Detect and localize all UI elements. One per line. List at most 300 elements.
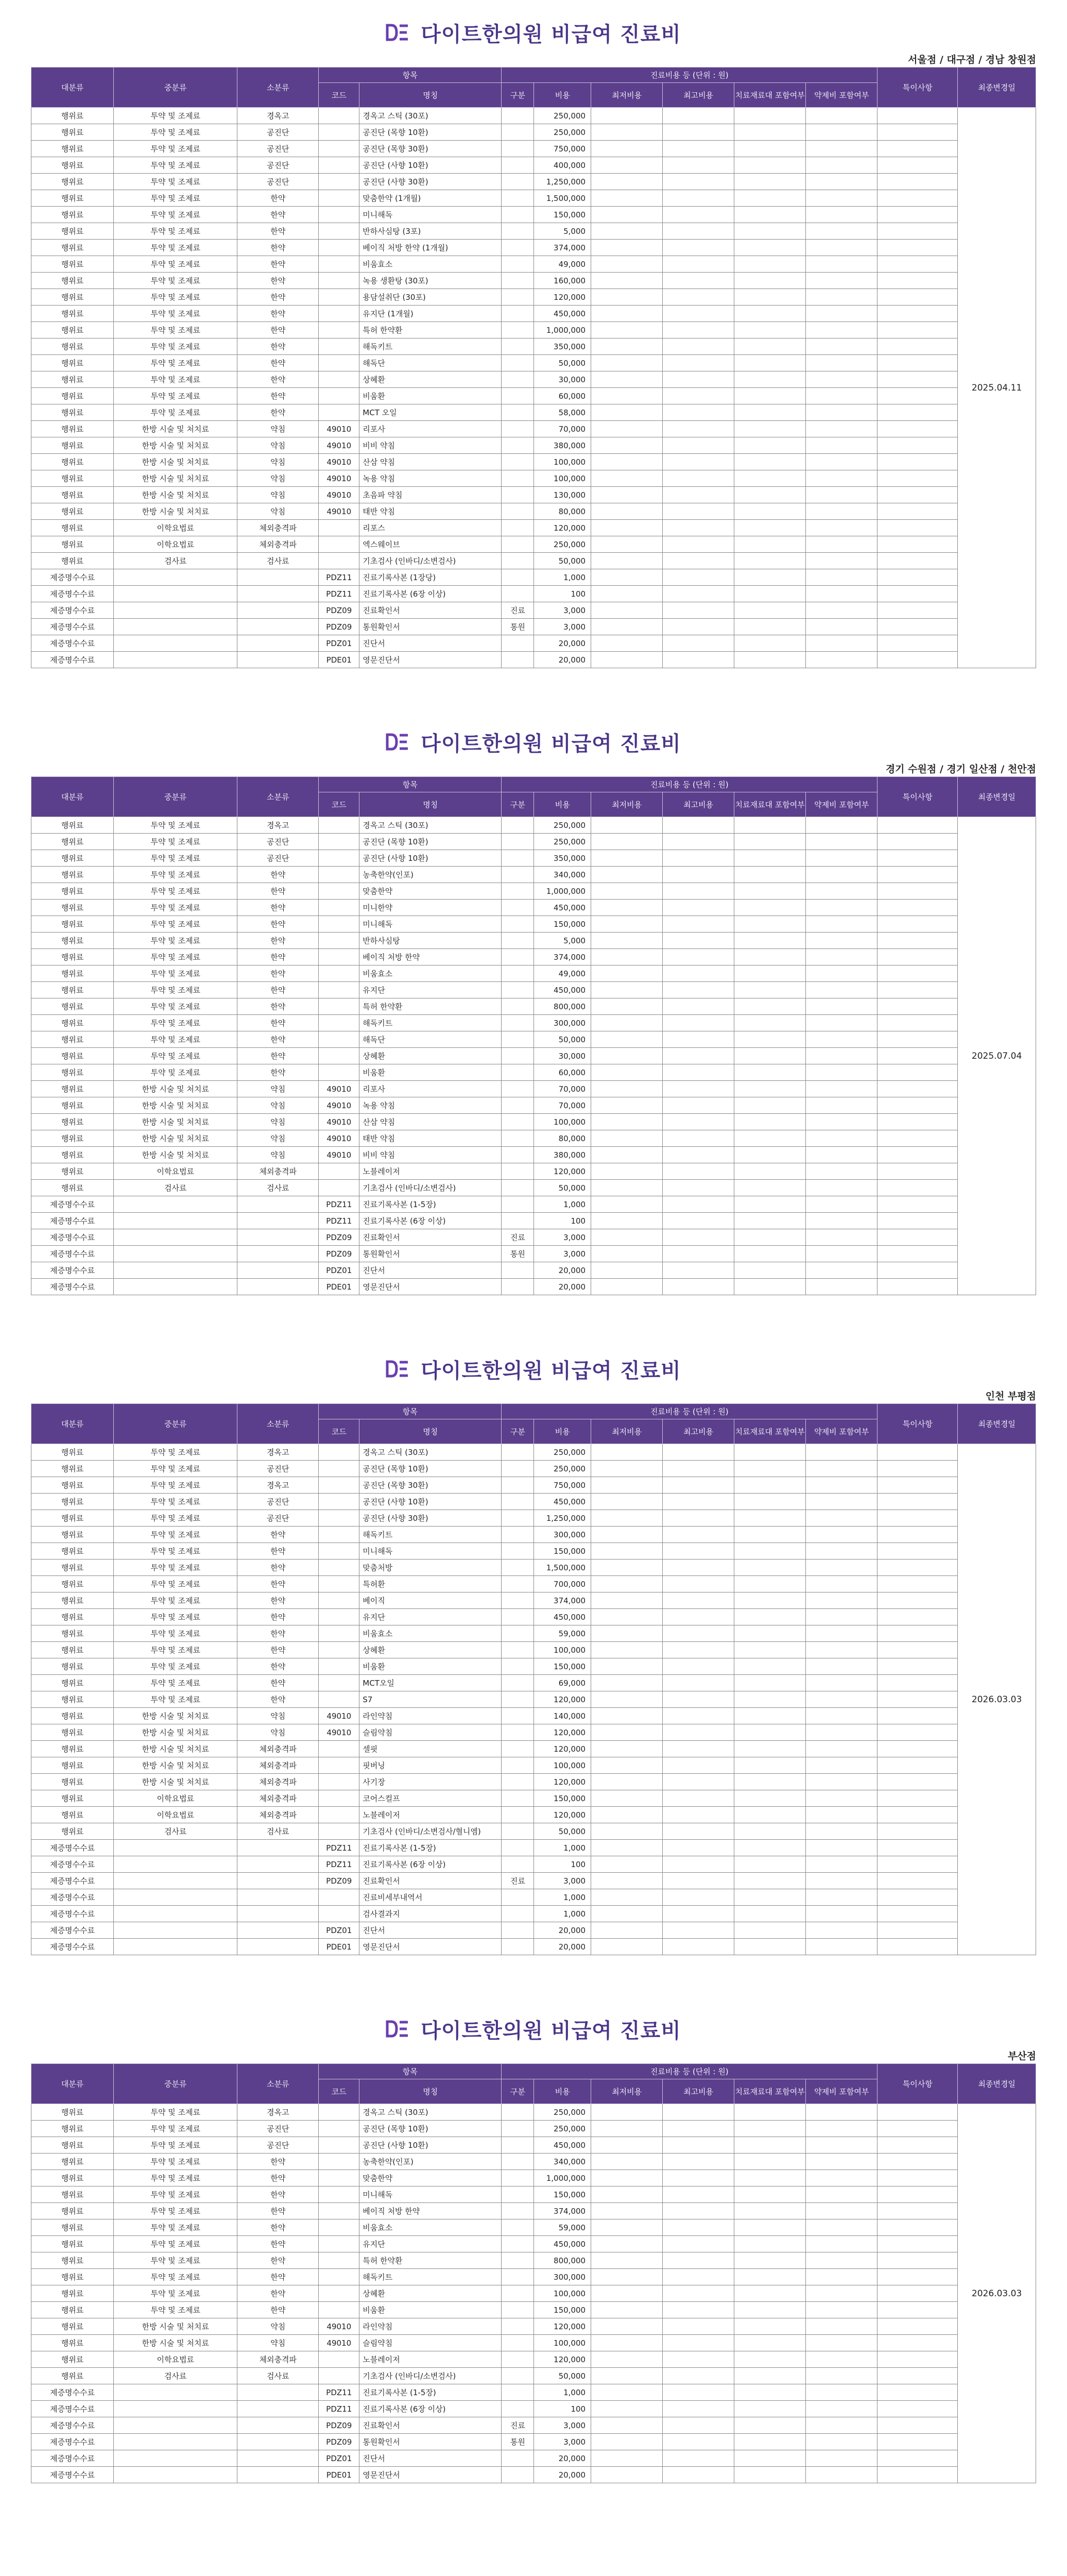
- cell-empty: [806, 1642, 877, 1658]
- cell-type: [502, 2137, 534, 2154]
- table-row: [31, 965, 1036, 982]
- cell-empty: [591, 2121, 663, 2137]
- header-minor: 소분류: [237, 1404, 319, 1444]
- cell-empty: [806, 124, 877, 141]
- cell-empty: [877, 2302, 958, 2318]
- header-material: 치료재료대 포함여부: [734, 792, 806, 817]
- cell-empty: [877, 2384, 958, 2401]
- cell-minor: 한약: [237, 2170, 319, 2187]
- cell-empty: [806, 2450, 877, 2467]
- cell-empty: [591, 437, 663, 454]
- cell-code: [319, 949, 359, 965]
- cell-mid: 투약 및 조제료: [114, 850, 237, 867]
- table-row: [31, 916, 1036, 933]
- cell-minor: 약침: [237, 454, 319, 470]
- table-row: [31, 1097, 1036, 1114]
- cell-minor: 한약: [237, 933, 319, 949]
- cell-major: 행위료: [31, 2203, 114, 2219]
- cell-empty: [591, 2467, 663, 2483]
- cell-empty: [877, 487, 958, 503]
- cell-type: [502, 2467, 534, 2483]
- cell-major: 행위료: [31, 1081, 114, 1097]
- cell-empty: [877, 2137, 958, 2154]
- cell-empty: [877, 2187, 958, 2203]
- cell-minor: 약침: [237, 2335, 319, 2351]
- cell-empty: [877, 289, 958, 306]
- cell-code: PDZ09: [319, 2434, 359, 2450]
- cell-code: [319, 174, 359, 190]
- header-major: 대분류: [31, 1404, 114, 1444]
- cell-code: [319, 2351, 359, 2368]
- cell-major: 행위료: [31, 2269, 114, 2285]
- cell-name: 맞춤처방: [359, 1560, 502, 1576]
- cell-name: 영문진단서: [359, 2467, 502, 2483]
- table-row: [31, 1163, 1036, 1180]
- cell-empty: [877, 1724, 958, 1741]
- cell-empty: [591, 2252, 663, 2269]
- header-drug: 약제비 포함여부: [806, 792, 877, 817]
- cell-major: 행위료: [31, 1790, 114, 1807]
- cell-mid: 투약 및 조제료: [114, 2219, 237, 2236]
- cell-empty: [663, 1922, 734, 1939]
- cell-empty: [806, 1477, 877, 1494]
- cell-type: [502, 503, 534, 520]
- cell-empty: [734, 883, 806, 900]
- cell-minor: [237, 1246, 319, 1262]
- cell-empty: [591, 1642, 663, 1658]
- cell-empty: [806, 404, 877, 421]
- table-row: [31, 1262, 1036, 1279]
- cell-name: 해독단: [359, 1031, 502, 1048]
- cell-empty: [877, 1246, 958, 1262]
- cell-code: [319, 1444, 359, 1461]
- cell-fee: 100,000: [534, 2285, 591, 2302]
- cell-empty: [734, 470, 806, 487]
- cell-code: [319, 1510, 359, 1527]
- cell-empty: [806, 1757, 877, 1774]
- cell-empty: [806, 1213, 877, 1229]
- cell-minor: 공진단: [237, 834, 319, 850]
- cell-empty: [806, 1823, 877, 1840]
- cell-empty: [591, 834, 663, 850]
- cell-major: 행위료: [31, 1461, 114, 1477]
- cell-code: 49010: [319, 1147, 359, 1163]
- cell-empty: [663, 553, 734, 569]
- cell-type: [502, 355, 534, 371]
- cell-type: [502, 850, 534, 867]
- cell-type: [502, 338, 534, 355]
- cell-name: 기초검사 (인바디/소변검사): [359, 2368, 502, 2384]
- cell-code: [319, 1477, 359, 1494]
- cell-major: 제증명수수료: [31, 2467, 114, 2483]
- cell-code: [319, 1658, 359, 1675]
- page-title: 다이트한의원 비급여 진료비: [421, 2019, 681, 2043]
- cell-fee: 450,000: [534, 2137, 591, 2154]
- cell-empty: [663, 1543, 734, 1560]
- cell-empty: [734, 108, 806, 124]
- cell-empty: [734, 421, 806, 437]
- cell-empty: [806, 1560, 877, 1576]
- cell-mid: [114, 1873, 237, 1889]
- cell-empty: [734, 1081, 806, 1097]
- cell-name: 미니해독: [359, 2187, 502, 2203]
- cell-empty: [877, 1097, 958, 1114]
- cell-empty: [806, 1097, 877, 1114]
- cell-empty: [591, 1543, 663, 1560]
- cell-empty: [877, 982, 958, 998]
- cell-empty: [877, 1527, 958, 1543]
- cell-empty: [806, 652, 877, 668]
- cell-minor: 한약: [237, 2154, 319, 2170]
- cell-empty: [591, 1262, 663, 1279]
- cell-minor: 한약: [237, 1642, 319, 1658]
- cell-mid: [114, 1922, 237, 1939]
- cell-empty: [806, 586, 877, 602]
- cell-mid: 한방 시술 및 처치료: [114, 1097, 237, 1114]
- cell-empty: [734, 1807, 806, 1823]
- cell-empty: [877, 2417, 958, 2434]
- header-special: 특이사항: [877, 1404, 958, 1444]
- cell-name: 엑스웨이브: [359, 536, 502, 553]
- cell-empty: [591, 223, 663, 240]
- cell-empty: [877, 2401, 958, 2417]
- cell-fee: 70,000: [534, 1081, 591, 1097]
- cell-code: [319, 520, 359, 536]
- cell-code: [319, 536, 359, 553]
- cell-code: [319, 2203, 359, 2219]
- cell-empty: [877, 916, 958, 933]
- cell-fee: 50,000: [534, 2368, 591, 2384]
- cell-mid: 검사료: [114, 2368, 237, 2384]
- cell-empty: [877, 2104, 958, 2121]
- cell-empty: [806, 141, 877, 157]
- cell-empty: [734, 1213, 806, 1229]
- cell-mid: 한방 시술 및 처치료: [114, 1708, 237, 1724]
- cell-empty: [877, 2252, 958, 2269]
- cell-empty: [663, 619, 734, 635]
- cell-major: 행위료: [31, 2137, 114, 2154]
- cell-major: 행위료: [31, 1741, 114, 1757]
- cell-minor: 경옥고: [237, 2104, 319, 2121]
- cell-mid: [114, 1889, 237, 1906]
- table-row: [31, 1939, 1036, 1955]
- cell-empty: [591, 1097, 663, 1114]
- cell-empty: [877, 2170, 958, 2187]
- cell-empty: [734, 2219, 806, 2236]
- cell-type: [502, 1543, 534, 1560]
- cell-type: [502, 1592, 534, 1609]
- cell-empty: [806, 1840, 877, 1856]
- cell-empty: [663, 454, 734, 470]
- table-row: [31, 338, 1036, 355]
- cell-empty: [734, 1708, 806, 1724]
- cell-empty: [663, 2236, 734, 2252]
- cell-empty: [877, 998, 958, 1015]
- cell-major: 행위료: [31, 1724, 114, 1741]
- header-code: 코드: [319, 792, 359, 817]
- table-row: [31, 1708, 1036, 1724]
- cell-mid: 투약 및 조제료: [114, 2187, 237, 2203]
- cell-empty: [806, 2170, 877, 2187]
- cell-type: [502, 2154, 534, 2170]
- cell-mid: 투약 및 조제료: [114, 1444, 237, 1461]
- cell-empty: [734, 998, 806, 1015]
- header-item: 항목: [319, 1404, 502, 1419]
- cell-minor: 한약: [237, 322, 319, 338]
- cell-major: 제증명수수료: [31, 2450, 114, 2467]
- cell-empty: [806, 273, 877, 289]
- cell-empty: [663, 1477, 734, 1494]
- cell-empty: [734, 273, 806, 289]
- cell-name: 산삼 약침: [359, 454, 502, 470]
- cell-empty: [591, 108, 663, 124]
- cell-type: [502, 190, 534, 207]
- cell-empty: [877, 470, 958, 487]
- cell-name: 특허 한약환: [359, 322, 502, 338]
- cell-code: PDZ09: [319, 619, 359, 635]
- header-minor: 소분류: [237, 2064, 319, 2104]
- table-row: [31, 1081, 1036, 1097]
- cell-minor: 한약: [237, 388, 319, 404]
- cell-major: 행위료: [31, 1576, 114, 1592]
- cell-mid: 투약 및 조제료: [114, 1576, 237, 1592]
- cell-minor: [237, 2467, 319, 2483]
- cell-empty: [806, 1048, 877, 1064]
- cell-empty: [663, 1494, 734, 1510]
- header-code: 코드: [319, 83, 359, 108]
- cell-empty: [591, 355, 663, 371]
- cell-empty: [663, 1015, 734, 1031]
- cell-empty: [806, 2154, 877, 2170]
- cell-code: [319, 1031, 359, 1048]
- cell-major: 행위료: [31, 817, 114, 834]
- header-item: 항목: [319, 67, 502, 83]
- cell-empty: [663, 338, 734, 355]
- cell-type: [502, 388, 534, 404]
- cell-empty: [877, 1939, 958, 1955]
- header-min: 최저비용: [591, 83, 663, 108]
- cell-major: 제증명수수료: [31, 1840, 114, 1856]
- cell-empty: [663, 2121, 734, 2137]
- cell-code: 49010: [319, 487, 359, 503]
- cell-mid: 투약 및 조제료: [114, 1658, 237, 1675]
- cell-name: MCT오일: [359, 1675, 502, 1691]
- cell-empty: [734, 1262, 806, 1279]
- cell-code: [319, 2368, 359, 2384]
- table-row: [31, 1675, 1036, 1691]
- cell-code: [319, 867, 359, 883]
- cell-minor: 약침: [237, 503, 319, 520]
- cell-type: 진료: [502, 1229, 534, 1246]
- cell-mid: 투약 및 조제료: [114, 2104, 237, 2121]
- cell-code: PDZ01: [319, 1262, 359, 1279]
- cell-name: 노블레이저: [359, 1807, 502, 1823]
- cell-minor: 체외충격파: [237, 520, 319, 536]
- cell-major: 행위료: [31, 1642, 114, 1658]
- cell-empty: [663, 2137, 734, 2154]
- cell-empty: [877, 536, 958, 553]
- cell-empty: [877, 1774, 958, 1790]
- cell-empty: [806, 306, 877, 322]
- table-row: [31, 1642, 1036, 1658]
- cell-type: [502, 998, 534, 1015]
- cell-type: [502, 289, 534, 306]
- cell-empty: [663, 2302, 734, 2318]
- cell-mid: 투약 및 조제료: [114, 1675, 237, 1691]
- cell-minor: [237, 1229, 319, 1246]
- cell-empty: [734, 2318, 806, 2335]
- cell-empty: [734, 900, 806, 916]
- cell-empty: [806, 1807, 877, 1823]
- cell-empty: [806, 338, 877, 355]
- cell-empty: [591, 371, 663, 388]
- cell-major: 행위료: [31, 404, 114, 421]
- cell-major: 행위료: [31, 240, 114, 256]
- cell-empty: [877, 520, 958, 536]
- cell-major: 행위료: [31, 487, 114, 503]
- cell-fee: 70,000: [534, 1097, 591, 1114]
- cell-minor: [237, 635, 319, 652]
- cell-empty: [734, 1461, 806, 1477]
- cell-empty: [806, 240, 877, 256]
- cell-empty: [734, 2351, 806, 2368]
- cell-type: [502, 1823, 534, 1840]
- cell-empty: [734, 1510, 806, 1527]
- brand-logo-icon: [386, 733, 409, 751]
- cell-fee: 3,000: [534, 1246, 591, 1262]
- header-material: 치료재료대 포함여부: [734, 1419, 806, 1444]
- cell-name: 공진단 (목향 10환): [359, 834, 502, 850]
- cell-major: 행위료: [31, 998, 114, 1015]
- cell-empty: [877, 157, 958, 174]
- cell-name: 녹용 약침: [359, 470, 502, 487]
- cell-empty: [591, 2154, 663, 2170]
- cell-mid: 투약 및 조제료: [114, 1609, 237, 1625]
- header-mid: 중분류: [114, 2064, 237, 2104]
- cell-empty: [734, 1015, 806, 1031]
- table-row: [31, 1477, 1036, 1494]
- cell-empty: [591, 240, 663, 256]
- cell-empty: [591, 1180, 663, 1196]
- cell-empty: [663, 240, 734, 256]
- cell-empty: [734, 141, 806, 157]
- cell-name: 유지단: [359, 1609, 502, 1625]
- cell-empty: [877, 1658, 958, 1675]
- cell-empty: [734, 1560, 806, 1576]
- cell-empty: [734, 1774, 806, 1790]
- header-major: 대분류: [31, 777, 114, 817]
- cell-empty: [663, 817, 734, 834]
- cell-fee: 1,500,000: [534, 1560, 591, 1576]
- cell-empty: [663, 1246, 734, 1262]
- cell-empty: [663, 2335, 734, 2351]
- cell-empty: [734, 933, 806, 949]
- cell-major: 행위료: [31, 371, 114, 388]
- cell-name: 공진단 (목향 10환): [359, 2121, 502, 2137]
- cell-code: [319, 108, 359, 124]
- cell-name: 해독키트: [359, 1015, 502, 1031]
- cell-empty: [734, 569, 806, 586]
- cell-type: [502, 223, 534, 240]
- cell-empty: [663, 850, 734, 867]
- cell-code: 49010: [319, 1130, 359, 1147]
- cell-empty: [877, 1741, 958, 1757]
- cell-type: [502, 2252, 534, 2269]
- cell-minor: 공진단: [237, 2121, 319, 2137]
- cell-empty: [591, 1477, 663, 1494]
- cell-mid: 투약 및 조제료: [114, 2170, 237, 2187]
- cell-minor: 약침: [237, 487, 319, 503]
- cell-mid: 투약 및 조제료: [114, 916, 237, 933]
- cell-code: [319, 1048, 359, 1064]
- cell-empty: [591, 454, 663, 470]
- cell-fee: 150,000: [534, 1790, 591, 1807]
- cell-minor: 약침: [237, 1724, 319, 1741]
- cell-empty: [591, 338, 663, 355]
- header-item: 항목: [319, 777, 502, 792]
- cell-fee: 120,000: [534, 2318, 591, 2335]
- cell-empty: [734, 1196, 806, 1213]
- table-row: [31, 306, 1036, 322]
- cell-name: 용담설취단 (30포): [359, 289, 502, 306]
- cell-empty: [663, 1196, 734, 1213]
- cell-major: 행위료: [31, 2351, 114, 2368]
- cell-major: 행위료: [31, 2121, 114, 2137]
- cell-empty: [663, 371, 734, 388]
- cell-empty: [877, 273, 958, 289]
- table-row: [31, 2434, 1036, 2450]
- cell-name: 비비 약침: [359, 437, 502, 454]
- cell-empty: [663, 2450, 734, 2467]
- cell-code: [319, 2121, 359, 2137]
- cell-mid: [114, 602, 237, 619]
- cell-code: [319, 1180, 359, 1196]
- cell-empty: [806, 883, 877, 900]
- cell-name: 경옥고 스틱 (30포): [359, 2104, 502, 2121]
- cell-empty: [663, 1279, 734, 1295]
- cell-fee: 450,000: [534, 1609, 591, 1625]
- cell-minor: 약침: [237, 2318, 319, 2335]
- cell-name: 맞춤한약: [359, 2170, 502, 2187]
- cell-empty: [734, 949, 806, 965]
- table-row: [31, 1576, 1036, 1592]
- cell-empty: [877, 2368, 958, 2384]
- cell-empty: [591, 982, 663, 998]
- cell-empty: [591, 1196, 663, 1213]
- cell-empty: [591, 1015, 663, 1031]
- cell-mid: [114, 1246, 237, 1262]
- cell-code: [319, 1642, 359, 1658]
- cell-mid: 투약 및 조제료: [114, 141, 237, 157]
- cell-fee: 374,000: [534, 2203, 591, 2219]
- cell-major: 행위료: [31, 2154, 114, 2170]
- header-changed: 최종변경일: [958, 777, 1036, 817]
- cell-type: [502, 2121, 534, 2137]
- cell-mid: 투약 및 조제료: [114, 1015, 237, 1031]
- header-min: 최저비용: [591, 2079, 663, 2104]
- table-row: [31, 1213, 1036, 1229]
- cell-name: 녹용 약침: [359, 1097, 502, 1114]
- cell-empty: [806, 289, 877, 306]
- cell-type: [502, 2170, 534, 2187]
- cell-name: 기초검사 (인바디/소변검사/혈니엠): [359, 1823, 502, 1840]
- cell-code: 49010: [319, 1724, 359, 1741]
- cell-minor: 공진단: [237, 124, 319, 141]
- cell-empty: [806, 1196, 877, 1213]
- cell-major: 행위료: [31, 388, 114, 404]
- table-row: [31, 2137, 1036, 2154]
- header-mid: 중분류: [114, 67, 237, 108]
